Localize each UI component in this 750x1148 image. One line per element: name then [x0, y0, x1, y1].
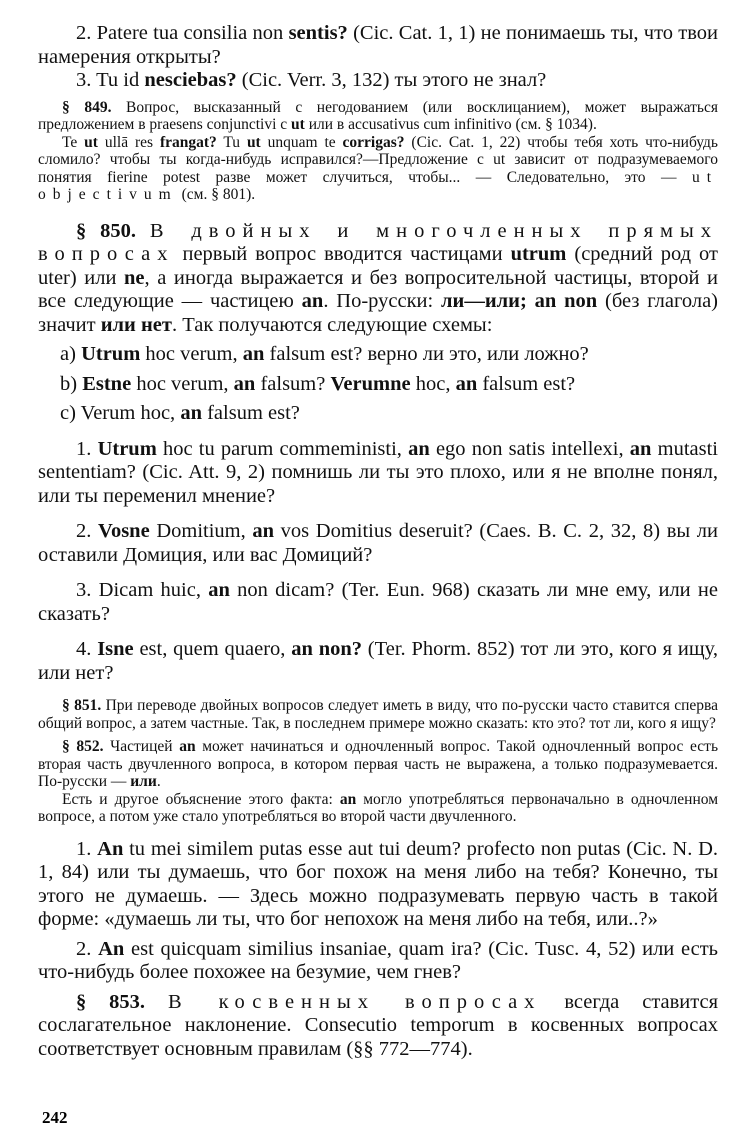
bold-term: an — [629, 437, 652, 460]
text-run: falsum est? верно ли это, или ложно? — [264, 343, 589, 365]
bold-term: an non? — [291, 638, 362, 660]
bold-term: ne — [124, 266, 145, 289]
text-run: est, quem quaero, — [133, 638, 292, 660]
bold-term: ли—или; — [441, 290, 527, 312]
bold-term: an — [252, 520, 275, 542]
text-run: Вопрос, высказанный с негодованием (или восклицанием), может выражаться предложением в praesens conjunctivi с — [38, 98, 718, 133]
text-run: может начинаться и одночленный вопрос. Такой одночленный вопрос есть вторая часть двучленного вопроса, в котором первая часть не выражена, а только подразумевается. По-русски — — [38, 738, 719, 790]
paragraph — [38, 638, 718, 685]
spacer — [38, 204, 718, 220]
text-run: unquam te — [260, 133, 343, 151]
bold-term: Utrum — [81, 343, 141, 365]
text-run: hoc tu parum commeministi, — [156, 437, 409, 460]
spacer — [38, 567, 718, 579]
text-run: a) — [60, 343, 82, 365]
text-run: non dicam? (Ter. Eun. 968) сказать ли мне ему, или не сказать? — [38, 579, 718, 625]
spacer — [38, 685, 718, 697]
text-run: (Cic. Cat. 1, 1) не понимаешь ты, что твои намерения открыты? — [38, 22, 719, 68]
paragraph — [38, 438, 718, 509]
bold-term: ut — [246, 133, 261, 151]
bold-term: § 849. — [62, 98, 112, 116]
text-run — [145, 991, 168, 1013]
bold-term: an — [233, 372, 256, 395]
bold-term: § 853. — [76, 990, 146, 1013]
text-run: 2. — [76, 937, 99, 960]
text-run: hoc verum, — [131, 372, 234, 395]
text-run: . Так получаются следующие схемы: — [171, 313, 493, 336]
text-run: всегда ставится сослагательное наклонение. Consecutio temporum в косвенных вопросах соответствует основным правилам (§§ 772—774). — [38, 990, 719, 1060]
bold-term: или — [130, 773, 157, 790]
bold-term: An — [97, 837, 124, 860]
text-run: b) — [60, 372, 83, 395]
text-run: (см. § 801). — [177, 186, 256, 203]
paragraph — [38, 520, 718, 567]
text-run: Частицей — [103, 738, 180, 755]
paragraph — [38, 373, 718, 397]
paragraph — [38, 938, 718, 985]
paragraph — [38, 991, 718, 1062]
bold-term: an non — [534, 290, 598, 312]
bold-term: an — [455, 372, 478, 395]
text-run: . По-русски: — [323, 290, 442, 312]
text-run: (Ter. Phorm. 852) тот ли это, кого я ищу, или нет? — [38, 638, 718, 684]
paragraph — [38, 99, 718, 134]
bold-term: frangat? — [159, 133, 217, 151]
text-run: 1. — [76, 437, 98, 460]
text-run: (средний род от uter) или — [38, 243, 718, 289]
bold-term: an — [339, 790, 357, 808]
spaced-term: В косвенных вопросах — [168, 990, 542, 1013]
text-run: При переводе двойных вопросов следует иметь в виду, что по-русски часто ставится сперва общий вопрос, а затем частные. Так, в последнем примере можно сказать: кто это? тот ли, кого я ищу? — [38, 697, 719, 732]
text-run: ullā res — [97, 133, 160, 151]
text-run — [527, 290, 535, 312]
text-run: 2. — [76, 520, 99, 542]
bold-term: an — [301, 290, 324, 312]
bold-term: An — [98, 937, 125, 960]
text-run: . — [156, 773, 161, 790]
text-run: , а иногда выражается и без вопросительной частицы, второй и все следующие — частицею — [38, 266, 718, 312]
text-run: 4. — [76, 638, 98, 660]
bold-term: sentis? — [288, 22, 348, 44]
text-run: или в accusativus cum infinitivo (см. § 1034). — [304, 116, 597, 133]
text-run: Te — [62, 133, 85, 151]
bold-term: § 850. — [76, 219, 136, 242]
paragraph — [38, 579, 718, 626]
bold-term: utrum — [510, 243, 567, 265]
text-run: falsum? — [255, 372, 331, 395]
paragraph — [38, 343, 718, 367]
paragraph — [38, 69, 718, 93]
paragraph — [38, 697, 718, 732]
text-run: falsum est? — [477, 372, 576, 395]
spacer — [38, 626, 718, 638]
bold-term: Vosne — [98, 520, 150, 542]
text-run: (без глагола) значит — [38, 290, 718, 336]
bold-term: an — [408, 437, 430, 460]
paragraph — [38, 738, 718, 791]
text-run: Tu — [216, 133, 247, 151]
page-number: 242 — [42, 1108, 68, 1127]
bold-term: Utrum — [97, 437, 157, 460]
text-run: (Cic. Verr. 3, 132) ты этого не знал? — [236, 69, 547, 91]
bold-term: или нет — [100, 313, 172, 336]
paragraph — [38, 838, 718, 932]
spacer — [38, 426, 718, 438]
bold-term: ut — [84, 133, 98, 151]
spacer — [38, 508, 718, 520]
bold-term: ut — [291, 116, 305, 133]
text-run: ego non satis intellexi, — [429, 437, 630, 460]
text-run: tu mei similem putas esse aut tui deum? profecto non putas (Cic. N. D. 1, 84) или ты думаешь, что бог похож на меня либо на тебя? Конечно, ты этого не думаешь. — Здесь можно подразумевать первую часть в такой форме: «думаешь ли ты, что бог непохож на меня либо на тебя, или..?» — [38, 837, 719, 930]
text-run: 1. — [76, 837, 98, 860]
text-run: (Cic. Cat. 1, 22) чтобы тебя хоть что-нибудь сломило? чтобы ты когда-нибудь исправился?—Предложение с ut зависит от подразумеваемого понятия fierine potest разве может случиться, чтобы... — Следовательно, это — — [38, 133, 718, 186]
text-run: 3. Tu id — [76, 69, 145, 91]
page-text — [38, 22, 718, 1061]
bold-term: Estne — [82, 372, 132, 395]
bold-term: an — [180, 402, 202, 424]
bold-term: nesciebas? — [144, 69, 237, 91]
bold-term: an — [179, 738, 196, 755]
paragraph — [38, 791, 718, 826]
text-run: Есть и другое объяснение этого факта: — [62, 790, 340, 808]
text-run: hoc, — [410, 372, 456, 395]
bold-term: corrigas? — [342, 133, 405, 151]
spaced-term: В двойных и многочленных прямых вопросах — [38, 219, 719, 265]
text-run: первый вопрос вводится частицами — [174, 243, 511, 265]
bold-term: an — [208, 579, 230, 601]
text-run: falsum est? — [201, 402, 300, 424]
paragraph — [38, 22, 718, 69]
paragraph — [38, 134, 718, 204]
paragraph — [38, 402, 718, 426]
text-run: mutasti sententiam? (Cic. Att. 9, 2) помнишь ли ты это плохо, или я не вполне понял, или ты переменил мнение? — [38, 437, 719, 507]
text-run: vos Domitius deseruit? (Caes. B. C. 2, 32, 8) вы ли оставили Домиция, или вас Домиций? — [38, 520, 718, 566]
paragraph — [38, 220, 718, 338]
bold-term: an — [242, 343, 265, 365]
text-run: est quicquam similius insaniae, quam ira? (Cic. Tusc. 4, 52) или есть что-нибудь более похожее на безумие, чем гнев? — [38, 937, 718, 983]
text-run: 2. Patere tua consilia non — [76, 22, 289, 44]
bold-term: Verumne — [330, 372, 411, 395]
text-run: c) Verum hoc, — [60, 402, 181, 424]
spaced-term: ut objectivum — [38, 168, 718, 203]
bold-term: Isne — [97, 638, 134, 660]
text-run: Domitium, — [149, 520, 253, 542]
text-run: могло употребляться первоначально в одночленном вопросе, а потом уже стало употребляться во второй части двучленного. — [38, 790, 719, 825]
bold-term: § 852. — [62, 738, 104, 755]
bold-term: § 851. — [62, 697, 102, 714]
text-run: hoc verum, — [140, 343, 243, 365]
text-run: 3. Dicam huic, — [76, 579, 209, 601]
text-run — [136, 220, 150, 242]
spacer — [38, 826, 718, 838]
